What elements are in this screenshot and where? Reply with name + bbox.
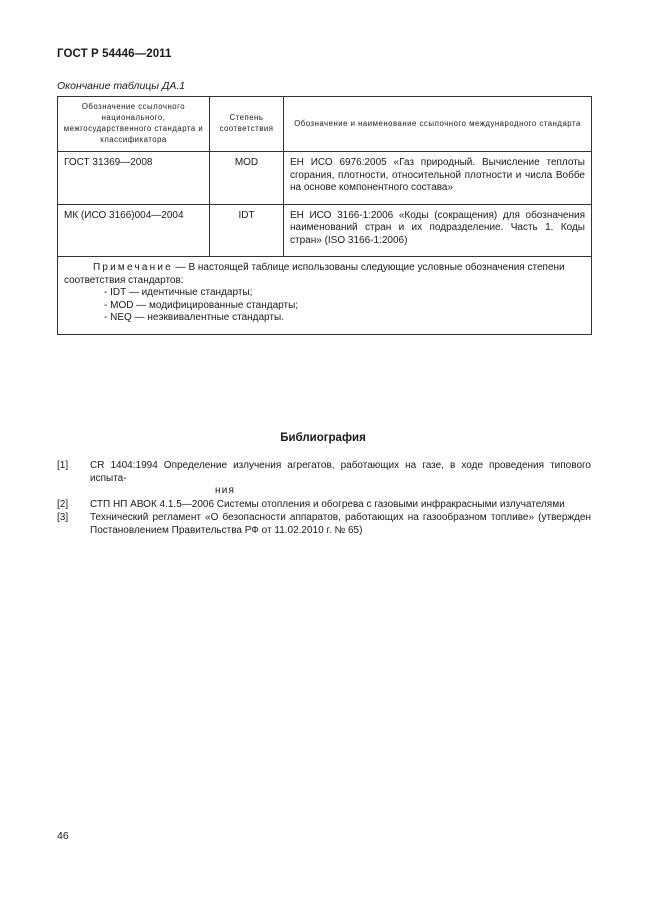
note-label: Примечание xyxy=(93,262,173,273)
cell-degree: IDT xyxy=(210,204,284,257)
entry-number: [3] xyxy=(57,512,69,523)
bibliography-title: Библиография xyxy=(280,432,366,444)
cell-degree: MOD xyxy=(210,152,284,205)
reference-table xyxy=(57,96,592,335)
table-note xyxy=(58,257,592,335)
entry-text: Технический регламент «О безопасности аппаратов, работающих на газообразном топливе» (утвержден Постановлением Правительства РФ от 11.02.2010 г. № 65) xyxy=(90,512,591,536)
cell-national-standard: ГОСТ 31369—2008 xyxy=(58,152,210,205)
note-paragraph xyxy=(64,262,585,287)
entry-text: СТП НП АВОК 4.1.5—2006 Системы отопления и обогрева с газовыми инфракрасными излучателями xyxy=(90,498,565,510)
bibliography-entry xyxy=(57,512,591,537)
cell-international-standard: ЕН ИСО 3166-1:2006 «Коды (сокращения) для обозначения наименований стран и их подразделение. Часть 1. Коды стран» (ISO 3166-1:2006) xyxy=(284,204,592,257)
table-row xyxy=(58,204,592,257)
page-number: 46 xyxy=(57,830,69,842)
cell-international-standard: ЕН ИСО 6976:2005 «Газ природный. Вычисление теплоты сгорания, плотности, относительной плотности и числа Воббе на основе компонентного состава» xyxy=(284,152,592,205)
note-item-idt: - IDT — идентичные стандарты; xyxy=(104,287,253,298)
entry-text-line: CR 1404:1994 Определение излучения агрегатов, работающих на газе, в ходе проведения типового испыта- xyxy=(90,460,591,484)
table-caption: Окончание таблицы ДА.1 xyxy=(57,80,186,92)
column-header-international: Обозначение и наименование ссылочного международного стандарта xyxy=(284,97,592,152)
note-text: — В настоящей таблице использованы следующие условные обозначения степени соответствия стандартов: xyxy=(64,262,565,286)
cell-national-standard: МК (ИСО 3166)004—2004 xyxy=(58,204,210,257)
note-item-neq: - NEQ — неэквивалентные стандарты. xyxy=(104,312,284,323)
column-header-degree: Степень соответствия xyxy=(210,97,284,152)
table-note-row xyxy=(58,257,592,335)
column-header-national: Обозначение ссылочного национального, межгосударственного стандарта и классификатора xyxy=(58,97,210,152)
entry-text-continuation: ния xyxy=(215,485,236,496)
bibliography-list xyxy=(57,460,591,538)
table-row xyxy=(58,152,592,205)
note-item-mod: - MOD — модифицированные стандарты; xyxy=(104,299,299,311)
table-header-row xyxy=(58,97,592,152)
bibliography-entry xyxy=(57,460,591,498)
entry-number: [1] xyxy=(57,460,69,471)
document-header: ГОСТ Р 54446—2011 xyxy=(57,48,172,60)
bibliography-entry xyxy=(57,499,591,512)
entry-text xyxy=(90,460,591,498)
entry-number: [2] xyxy=(57,498,69,510)
